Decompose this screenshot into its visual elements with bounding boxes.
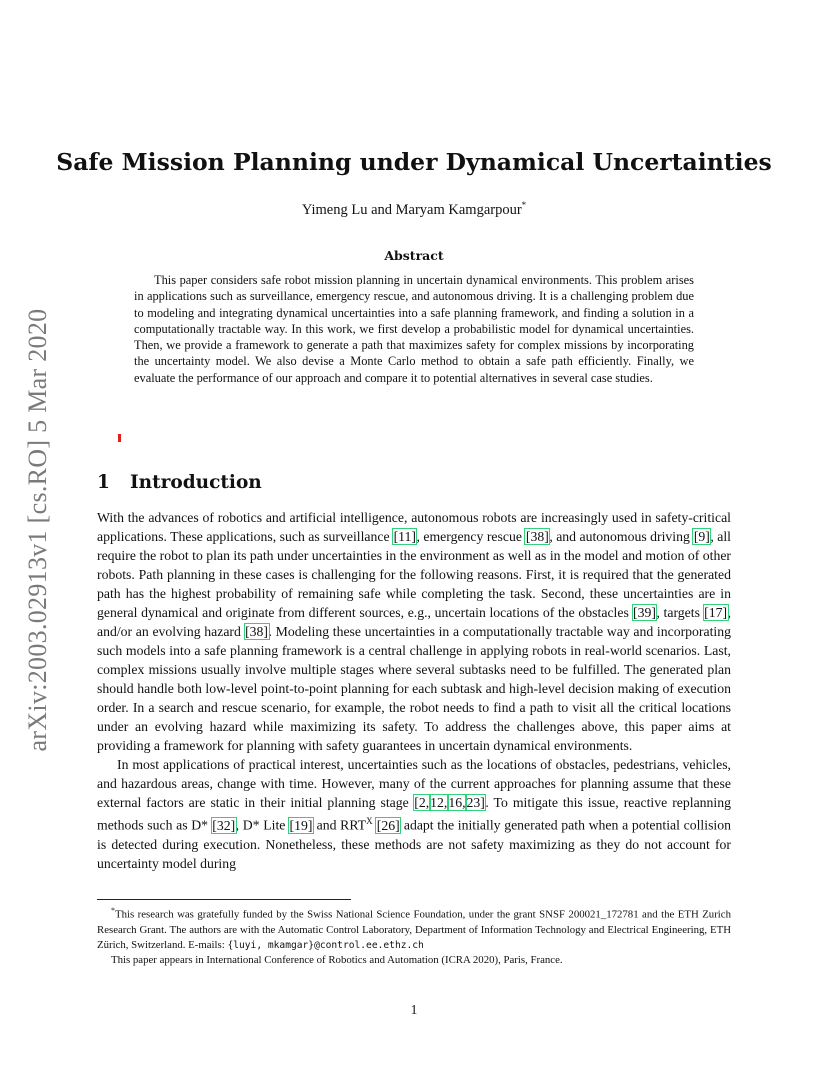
text-run: , all require the robot to plan its path under uncertainties in the environment as well as in the model and motion of other robots. Path planning in these cases is challenging for the following reasons. First, it is required that the generated path has the highest probability of remaining safe while completing the task. Second, these uncertainties are in general dynamical and originate from different sources, e.g., uncertain locations of the obstacles [97, 529, 731, 620]
text-run: , targets [656, 605, 704, 620]
author-line [0, 200, 828, 219]
citation-link[interactable]: [9] [693, 529, 710, 544]
author-names: Yimeng Lu and Maryam Kamgarpour [301, 201, 522, 218]
text-run: . To mitigate this issue, reactive replanning methods such as D* [97, 795, 731, 833]
text-run: With the advances of robotics and artificial intelligence, autonomous robots are increasingly used in safety-critical applications. These applications, such as surveillance [97, 510, 731, 544]
citation-link[interactable]: [11] [393, 529, 416, 544]
text-run: , and/or an evolving hazard [97, 605, 731, 639]
text-run: and RRT [312, 817, 367, 833]
introduction-body [97, 508, 731, 873]
footnote-text: This research was gratefully funded by the Swiss National Science Foundation, under the grant SNSF 200021_172781 and the ETH Zurich Research Grant. The authors are with the Automatic Control Laboratory, Department of Information Technology and Electrical Engineering, ETH Zürich, Switzerland. E-mails: [97, 908, 731, 952]
text-run: , and autonomous driving [549, 529, 694, 544]
abstract-text: This paper considers safe robot mission planning in uncertain dynamical environments. This problem arises in applications such as surveillance, emergency rescue, and autonomous driving. It is a challenging problem due to modeling and integrating dynamical uncertainties into a safe planning framework, and finding a solution in a computationally tractable way. In this work, we first develop a probabilistic model for dynamical uncertainties. Then, we provide a framework to generate a path that maximizes safety for complex missions by incorporating the uncertainty model. We also devise a Monte Carlo method to obtain a safe path efficiently. Finally, we evaluate the performance of our approach and compare it to potential alternatives in several case studies. [134, 273, 694, 385]
citation-link[interactable]: [39] [633, 605, 656, 620]
citation-link[interactable]: [2, [414, 795, 430, 810]
email-addresses: {luyi, mkamgar}@control.ee.ethz.ch [227, 940, 424, 952]
citation-link[interactable]: [17] [704, 605, 728, 620]
section-heading [97, 472, 262, 493]
paragraph-2 [97, 755, 731, 873]
paper-title: Safe Mission Planning under Dynamical Uncertainties [56, 148, 772, 176]
section-title: Introduction [130, 472, 262, 493]
citation-link[interactable]: [38] [525, 529, 549, 544]
paragraph-1 [97, 508, 731, 755]
citation-link[interactable]: [26] [376, 817, 400, 833]
citation-link[interactable]: 23] [466, 795, 485, 810]
footnote-funding [97, 903, 731, 953]
citation-link[interactable]: 12, [430, 795, 448, 810]
footnote-venue-note: This paper appears in International Conference of Robotics and Automation (ICRA 2020), Paris, France. [111, 954, 563, 967]
citation-link[interactable]: 16, [448, 795, 466, 810]
footnote-divider [97, 899, 351, 900]
author-footnote-mark[interactable]: * [521, 200, 527, 210]
citation-link[interactable]: [38] [245, 624, 268, 639]
arxiv-identifier-stamp: arXiv:2003.02913v1 [cs.RO] 5 Mar 2020 [23, 308, 52, 752]
text-run: , emergency rescue [416, 529, 526, 544]
page-number: 1 [410, 1002, 418, 1017]
citation-link[interactable]: [32] [212, 817, 236, 833]
annotation-marker [118, 434, 121, 442]
text-run: , D* Lite [235, 817, 290, 833]
citation-link[interactable]: [19] [289, 817, 313, 833]
footnote-mark: * [111, 906, 115, 915]
superscript-x: X [366, 816, 373, 826]
text-run: . Modeling these uncertainties in a computationally tractable way and incorporating such models into a safe planning framework is a central challenge in applying robots in real-world scenarios. Last, complex missions usually involve multiple stages where several subtasks need to be fulfilled. The generated plan should handle both low-level point-to-point planning for each subtask and high-level decision making of execution order. In a search and rescue scenario, for example, the robot needs to find a path to visit all the critical locations under an evolving hazard while maximizing its safety. To address the challenges above, this paper aims at providing a framework for planning with safety guarantees in uncertain dynamical environments. [97, 624, 731, 753]
abstract-heading: Abstract [384, 248, 444, 263]
footnote [97, 903, 731, 969]
text-run: In most applications of practical interest, uncertainties such as the locations of obstacles, pedestrians, vehicles, and hazardous areas, change with time. However, many of the current approaches for planning assume that these external factors are static in their initial planning stage [97, 757, 731, 810]
section-number: 1 [97, 472, 110, 493]
text-run: adapt the initially generated path when a potential collision is detected during execution. Nonetheless, these methods are not safety maximizing as they do not account for uncertainty model during [97, 817, 731, 871]
